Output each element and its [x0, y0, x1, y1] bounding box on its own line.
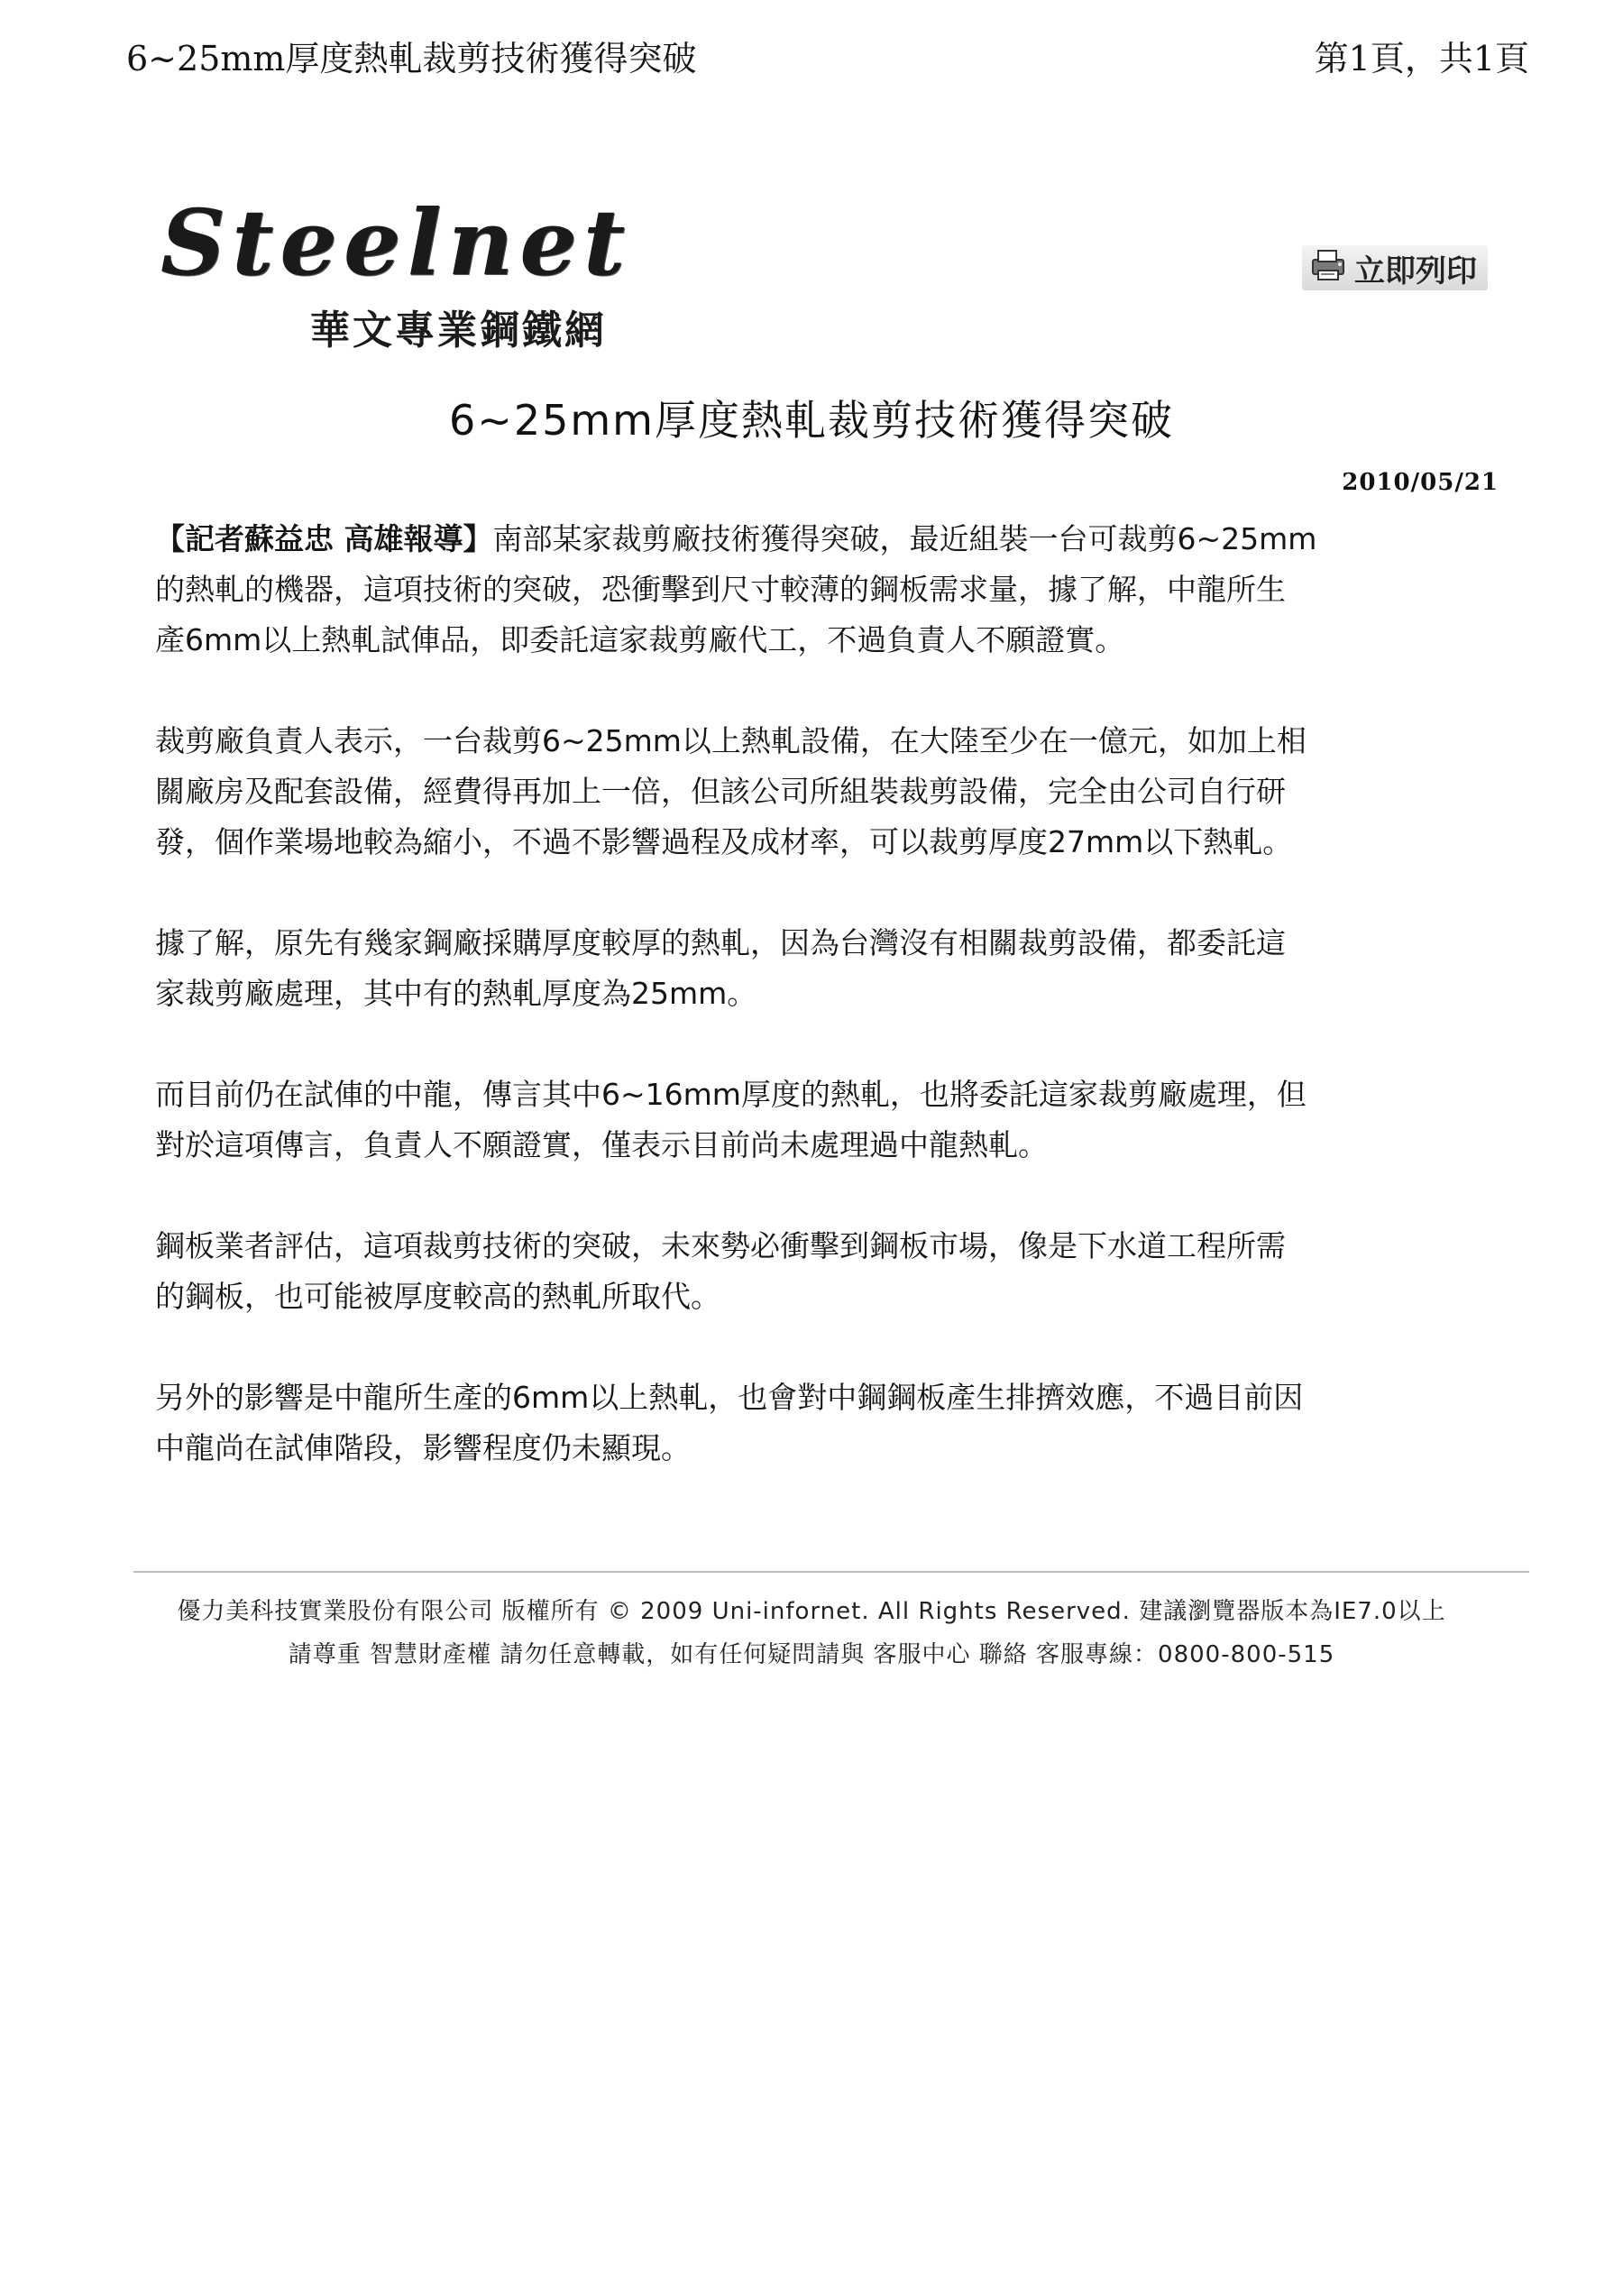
steelnet-logo[interactable]	[151, 189, 656, 352]
print-now-label: 立即列印	[1354, 253, 1477, 289]
article-line-text: 的鋼板，也可能被厚度較高的熱軋所取代。	[155, 1279, 720, 1314]
article-line	[155, 615, 1490, 666]
article-line-text: 家裁剪廠處理，其中有的熱軋厚度為25mm。	[155, 976, 757, 1011]
article-paragraph	[155, 716, 1490, 868]
article-line	[155, 918, 1490, 969]
article-line-text: 另外的影響是中龍所生產的6mm以上熱軋，也會對中鋼鋼板產生排擠效應，不過目前因	[155, 1380, 1304, 1415]
print-header-page-label: 第1頁，共1頁	[1314, 39, 1529, 78]
printer-icon	[1307, 247, 1349, 289]
logo-wordmark: Steelnet	[160, 189, 632, 296]
article-line	[155, 969, 1490, 1019]
print-header-title: 6~25mm厚度熱軋裁剪技術獲得突破	[126, 39, 697, 78]
article-line-text: 而目前仍在試俥的中龍，傳言其中6~16mm厚度的熱軋，也將委託這家裁剪廠處理，但	[155, 1077, 1307, 1112]
article-line-text: 中龍尚在試俥階段，影響程度仍未顯現。	[155, 1430, 691, 1465]
article-line-text: 產6mm以上熱軋試俥品，即委託這家裁剪廠代工，不過負責人不願證實。	[155, 622, 1125, 657]
article-paragraph	[155, 1221, 1490, 1322]
article-line-text: 南部某家裁剪廠技術獲得突破，最近組裝一台可裁剪6~25mm	[492, 521, 1317, 556]
footer-divider	[133, 1571, 1529, 1573]
footer-copyright: 優力美科技實業股份有限公司 版權所有 © 2009 Uni-infornet. All Rights Reserved. 建議瀏覽器版本為IE7.0以上	[177, 1598, 1446, 1625]
article-line	[155, 817, 1490, 868]
article-paragraph	[155, 1373, 1490, 1474]
article-line-text: 據了解，原先有幾家鋼廠採購厚度較厚的熱軋，因為台灣沒有相關裁剪設備，都委託這	[155, 925, 1286, 960]
article-line-text: 裁剪廠負責人表示，一台裁剪6~25mm以上熱軋設備，在大陸至少在一億元，如加上相	[155, 723, 1307, 758]
article-line	[155, 565, 1490, 615]
article-line-text: 鋼板業者評估，這項裁剪技術的突破，未來勢必衝擊到鋼板市場，像是下水道工程所需	[155, 1228, 1286, 1263]
article-line	[155, 514, 1490, 565]
article-line-text: 關廠房及配套設備，經費得再加上一倍，但該公司所組裝裁剪設備，完全由公司自行研	[155, 774, 1286, 809]
article-line	[155, 1120, 1490, 1171]
article-line	[155, 1272, 1490, 1322]
article-title: 6~25mm厚度熱軋裁剪技術獲得突破	[449, 396, 1174, 445]
article-date: 2010/05/21	[1342, 469, 1499, 496]
article-line	[155, 1221, 1490, 1272]
article-paragraph	[155, 918, 1490, 1019]
footer-notice: 請尊重 智慧財產權 請勿任意轉載，如有任何疑問請與 客服中心 聯絡 客服專線：0800-800-515	[288, 1641, 1335, 1668]
print-now-button[interactable]	[1302, 245, 1488, 290]
article-line	[155, 767, 1490, 817]
article-byline: 【記者蘇益忠 高雄報導】	[155, 521, 493, 556]
article-line-text: 對於這項傳言，負責人不願證實，僅表示目前尚未處理過中龍熱軋。	[155, 1127, 1048, 1162]
article-line-text: 發，個作業場地較為縮小，不過不影響過程及成材率，可以裁剪厚度27mm以下熱軋。	[155, 824, 1293, 859]
article-line	[155, 1373, 1490, 1423]
article-line	[155, 716, 1490, 767]
article-body	[155, 514, 1490, 1524]
article-line-text: 的熱軋的機器，這項技術的突破，恐衝擊到尺寸較薄的鋼板需求量，據了解，中龍所生	[155, 572, 1286, 607]
article-line	[155, 1423, 1490, 1474]
article-line	[155, 1070, 1490, 1120]
article-paragraph	[155, 1070, 1490, 1171]
logo-subtitle: 華文專業鋼鐵網	[310, 308, 607, 354]
article-paragraph	[155, 514, 1490, 666]
